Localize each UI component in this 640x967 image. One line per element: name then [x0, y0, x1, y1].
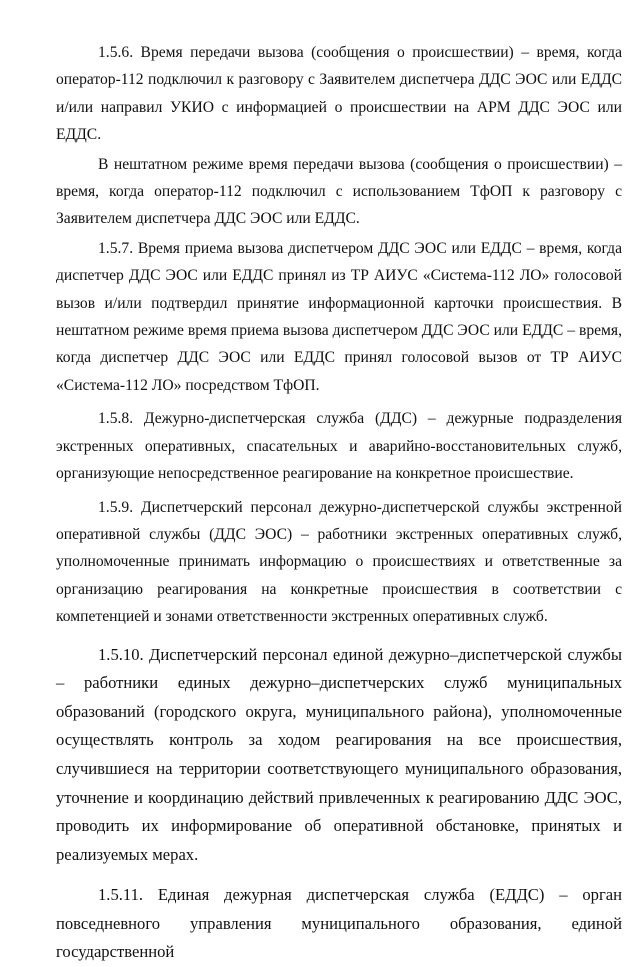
paragraph-1-5-9: 1.5.9. Диспетчерский персонал дежурно-диспетчерской службы экстренной оперативной службы (ДДС ЭОС) – работники экстренных оперативных служб, уполномоченные принимать информацию о происшествиях и ответственные за организацию реагирования на конкретные происшествия в соответствии с компетенцией и зонами ответственности экстренных оперативных служб.: [56, 498, 622, 626]
paragraph-1-5-6: 1.5.6. Время передачи вызова (сообщения о происшествии) – время, когда оператор-112 подключил к разговору с Заявителем диспетчера ДДС ЭОС или ЕДДС и/или направил УКИО с информацией о происшествии на АРМ ДДС ЭОС или ЕДДС.: [56, 44, 622, 144]
document-body: [56, 39, 622, 967]
paragraph-1-5-6-emergency-mode: В нештатном режиме время передачи вызова (сообщения о происшествии) – время, когда оператор-112 подключил с использованием ТфОП к разговору с Заявителем диспетчера ДДС ЭОС или ЕДДС.: [56, 155, 622, 228]
paragraph-1-5-11: 1.5.11. Единая дежурная диспетчерская служба (ЕДДС) – орган повседневного управления муниципального образования, единой государственной: [56, 885, 622, 962]
paragraph-1-5-10: 1.5.10. Диспетчерский персонал единой дежурно–диспетчерской службы – работники единых дежурно–диспетчерских служб муниципальных образований (городского округа, муниципального района), уполномоченные осуществлять контроль за ходом реагирования на все происшествия, случившиеся на территории соответствующего муниципального образования, уточнение и координацию действий привлеченных к реагированию ДДС ЭОС, проводить их информирование об оперативной обстановке, принятых и реализуемых мерах.: [56, 644, 622, 864]
paragraph-1-5-8: 1.5.8. Дежурно-диспетчерская служба (ДДС) – дежурные подразделения экстренных оперативных, спасательных и аварийно-восстановительных служб, организующие непосредственное реагирование на конкретное происшествие.: [56, 410, 622, 483]
paragraph-1-5-7: 1.5.7. Время приема вызова диспетчером ДДС ЭОС или ЕДДС – время, когда диспетчер ДДС ЭОС или ЕДДС принял из ТР АИУС «Система-112 ЛО» голосовой вызов и/или подтвердил принятие информационной карточки происшествия. В нештатном режиме время приема вызова диспетчером ДДС ЭОС или ЕДДС – время, когда диспетчер ДДС ЭОС или ЕДДС принял голосовой вызов от ТР АИУС «Система-112 ЛО» посредством ТфОП.: [56, 239, 622, 394]
